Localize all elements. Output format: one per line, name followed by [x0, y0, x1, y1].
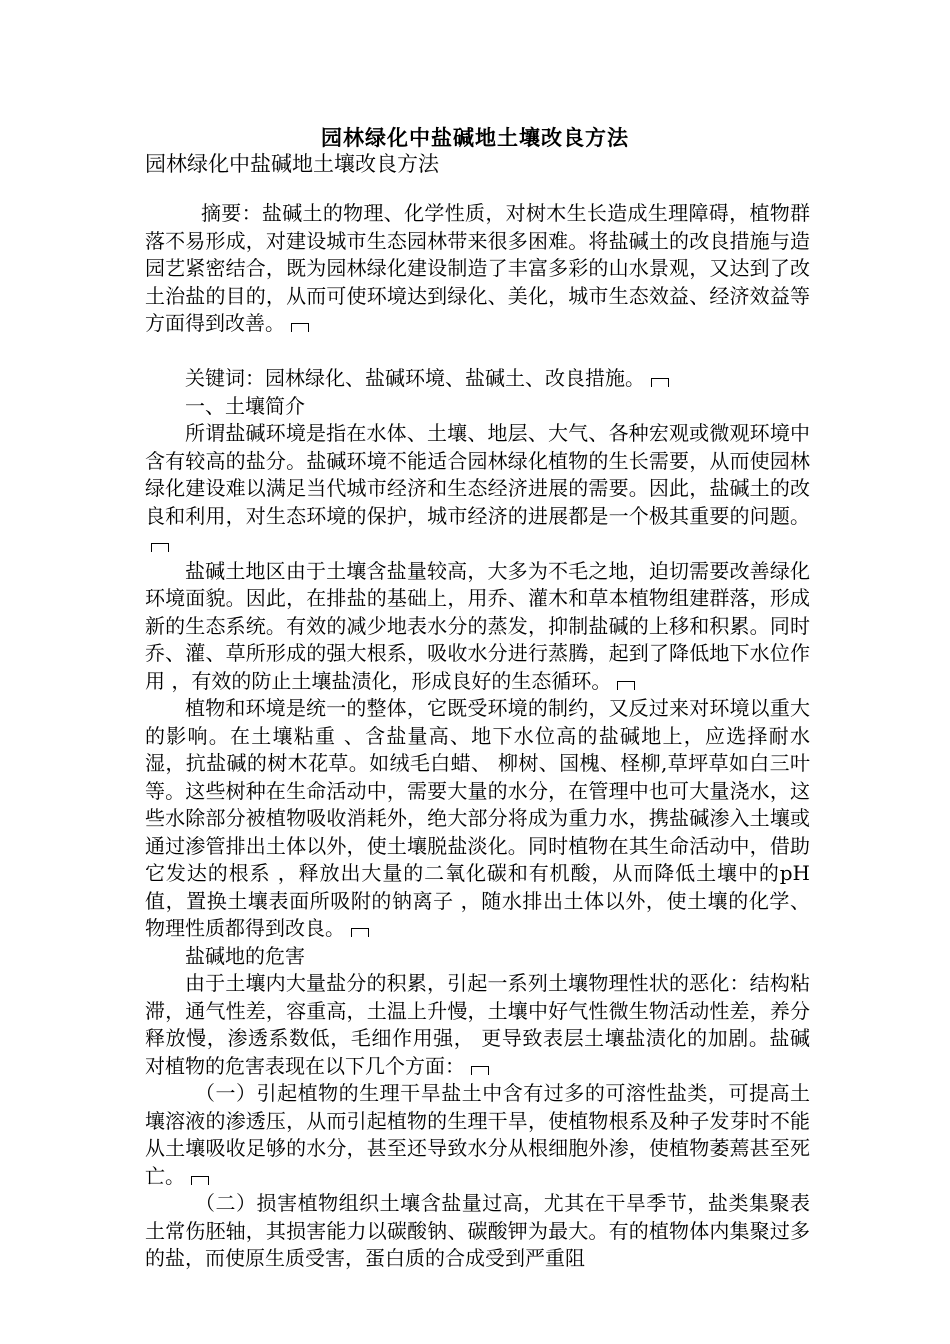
keywords-paragraph [145, 365, 810, 393]
section-heading-soil: 一、土壤简介 [185, 393, 305, 418]
paragraph-mark-icon [351, 928, 369, 937]
paragraph-text: 植物和环境是统一的整体，它既受环境的制约，又反过来对环境以重大的影响。在土壤粘重 、含盐量高、地下水位高的盐碱地上，应选择耐水湿，抗盐碱的树木花草。如绒毛白蜡、 柳树、国槐、柽柳,草坪草如白三叶等。这些树种在生命活动中，需要大量的水分，在管理中也可大量浇水，这些水除部分被植物吸收消耗外，绝大部分将成为重力水，携盐碱渗入土壤或通过渗管排出土体以外，使土壤脱盐淡化。同时植物在其生命活动中，借助它发达的根系 ，释放出大量的二氧化碳和有机酸，从而降低土壤中的pH值，置换土壤表面所吸附的钠离子 ，随水排出土体以外，使土壤的化学、物理性质都得到改良。 [145, 696, 810, 940]
body-paragraph-1 [145, 420, 810, 558]
paragraph-text: （二）损害植物组织土壤含盐量过高，尤其在干旱季节，盐类集聚表土常伤胚轴，其损害能力以碳酸钠、碳酸钾为最大。有的植物体内集聚过多的盐，而使原生质受害，蛋白质的合成受到严重阻 [145, 1191, 810, 1270]
document-title: 园林绿化中盐碱地土壤改良方法 [321, 125, 629, 150]
section-heading-hazards: 盐碱地的危害 [185, 943, 305, 968]
paragraph-text: 所谓盐碱环境是指在水体、土壤、地层、大气、各种宏观或微观环境中含有较高的盐分。盐碱环境不能适合园林绿化植物的生长需要，从而使园林绿化建设难以满足当代城市经济和生态经济进展的需要。因此，盐碱土的改良和利用，对生态环境的保护，城市经济的进展都是一个极其重要的问题。 [145, 421, 810, 528]
body-paragraph-4 [145, 970, 810, 1080]
paragraph-mark-icon [471, 1066, 489, 1075]
paragraph-mark-icon [291, 323, 309, 332]
paragraph-mark-icon [651, 378, 669, 387]
body-paragraph-3 [145, 695, 810, 943]
list-item-2 [145, 1190, 810, 1273]
document-body [145, 200, 810, 1273]
paragraph-text: 盐碱土地区由于土壤含盐量较高，大多为不毛之地，迫切需要改善绿化环境面貌。因此，在排盐的基础上，用乔、灌木和草本植物组建群落，形成新的生态系统。有效的减少地表水分的蒸发，抑制盐碱的上移和积累。同时乔、灌、草所形成的强大根系，吸收水分进行蒸腾，起到了降低地下水位作用 ，有效的防止土壤盐渍化，形成良好的生态循环。 [145, 558, 810, 693]
abstract-text: 摘要：盐碱土的物理、化学性质，对树木生长造成生理障碍，植物群落不易形成，对建设城市生态园林带来很多困难。将盐碱土的改良措施与造园艺紧密结合，既为园林绿化建设制造了丰富多彩的山水景观，又达到了改土治盐的目的，从而可使环境达到绿化、美化，城市生态效益、经济效益等方面得到改善。 [145, 201, 810, 335]
keywords-text: 关键词：园林绿化、盐碱环境、盐碱土、改良措施。 [185, 366, 645, 390]
paragraph-mark-icon [617, 681, 635, 690]
abstract-paragraph [145, 200, 810, 338]
paragraph-text: （一）引起植物的生理干旱盐土中含有过多的可溶性盐类，可提高土壤溶液的渗透压，从而引起植物的生理干旱，使植物根系及种子发芽时不能从土壤吸收足够的水分，甚至还导致水分从根细胞外渗，使植物萎蔫甚至死亡。 [145, 1081, 810, 1188]
list-item-1 [145, 1080, 810, 1190]
paragraph-mark-icon [151, 543, 169, 552]
body-paragraph-2 [145, 558, 810, 696]
paragraph-text: 由于土壤内大量盐分的积累，引起一系列土壤物理性状的恶化：结构粘滞，通气性差，容重高，土温上升慢，土壤中好气性微生物活动性差，养分释放慢，渗透系数低，毛细作用强， 更导致表层土壤盐渍化的加剧。盐碱对植物的危害表现在以下几个方面： [145, 971, 810, 1078]
paragraph-mark-icon [191, 1176, 209, 1185]
document-subtitle: 园林绿化中盐碱地土壤改良方法 [145, 152, 439, 176]
